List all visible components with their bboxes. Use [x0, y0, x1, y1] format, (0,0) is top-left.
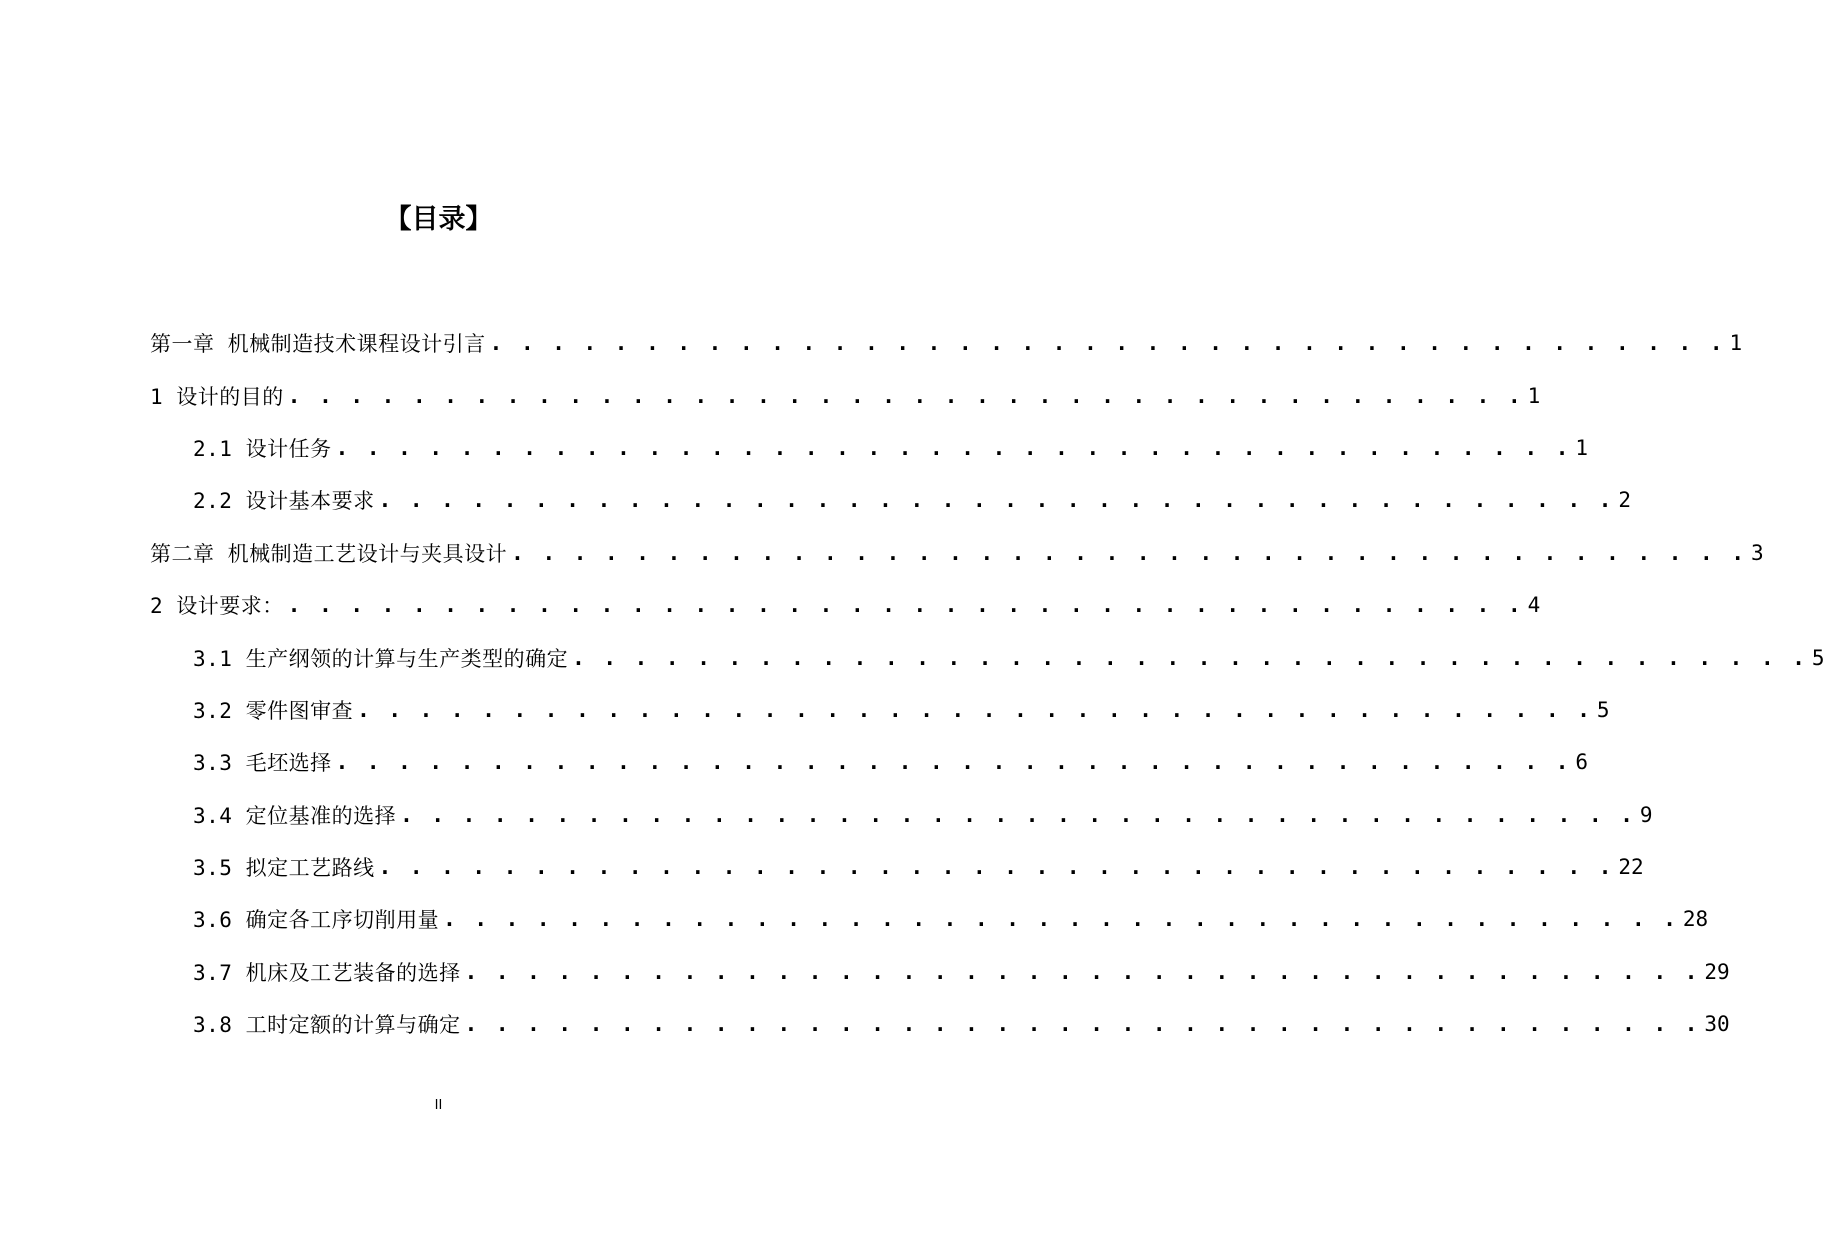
toc-entry-label: 第二章 机械制造工艺设计与夹具设计: [150, 541, 508, 566]
toc-entry[interactable]: [150, 893, 1709, 945]
toc-entry[interactable]: [150, 998, 1730, 1050]
toc-leader-dots: . . . . . . . . . . . . . . . . . . . . . . . . . . . . . . . . . . . . . . . .: [511, 540, 1747, 565]
toc-entry-label: 3.4 定位基准的选择: [193, 803, 397, 828]
toc-entry-label: 3.3 毛坯选择: [193, 751, 332, 776]
toc-entry-label: 2.2 设计基本要求: [193, 489, 375, 514]
toc-entry-page: 28: [1682, 907, 1709, 932]
toc-leader-dots: . . . . . . . . . . . . . . . . . . . . . . . . . . . . . . . . . . . . . . . .: [287, 593, 1524, 618]
toc-entry-page: 1: [1575, 435, 1589, 460]
toc-entry[interactable]: [150, 422, 1589, 474]
toc-entry-page: 5: [1811, 645, 1825, 670]
toc-entry-label: 3.5 拟定工艺路线: [193, 856, 375, 881]
toc-entry-page: 4: [1527, 593, 1541, 618]
toc-entry-label: 3.7 机床及工艺装备的选择: [193, 960, 461, 985]
toc-entry-page: 2: [1618, 488, 1632, 513]
toc-leader-dots: . . . . . . . . . . . . . . . . . . . . . . . . . . . . . . . . . . . . . . . .: [572, 645, 1808, 670]
toc-entry[interactable]: [150, 946, 1730, 998]
toc-entry-page: 6: [1575, 750, 1589, 775]
page-number: II: [434, 1098, 443, 1113]
toc-entry-page: 22: [1618, 855, 1644, 880]
toc-leader-dots: . . . . . . . . . . . . . . . . . . . . . . . . . . . . . . . . . . . . . . . .: [464, 1012, 1701, 1037]
toc-entry-label: 3.6 确定各工序切削用量: [193, 908, 440, 933]
toc-entry-label: 2 设计要求：: [150, 594, 284, 619]
toc-leader-dots: . . . . . . . . . . . . . . . . . . . . . . . . . . . . . . . . . . . . . . . .: [287, 383, 1524, 408]
toc-entry[interactable]: [150, 579, 1541, 631]
toc-entry[interactable]: [150, 474, 1632, 526]
toc-entry[interactable]: [150, 736, 1589, 788]
toc-entry-label: 3.2 零件图审查: [193, 698, 354, 723]
toc-entry[interactable]: [150, 369, 1541, 421]
toc-entry-page: 1: [1729, 331, 1743, 356]
toc-entry-page: 3: [1750, 540, 1764, 565]
toc-entry-label: 3.1 生产纲领的计算与生产类型的确定: [193, 646, 569, 671]
toc-entry-label: 第一章 机械制造技术课程设计引言: [150, 332, 486, 357]
toc-title: 【目录】: [384, 204, 493, 235]
toc-entry[interactable]: [150, 527, 1764, 579]
toc-entry[interactable]: [150, 317, 1743, 369]
toc-entry-label: 3.8 工时定额的计算与确定: [193, 1013, 461, 1038]
toc-entry[interactable]: [150, 789, 1653, 841]
toc-entry[interactable]: [150, 631, 1825, 683]
toc-leader-dots: . . . . . . . . . . . . . . . . . . . . . . . . . . . . . . . . . . . . . . . .: [335, 750, 1572, 775]
toc-entry-page: 9: [1639, 802, 1653, 827]
toc-leader-dots: . . . . . . . . . . . . . . . . . . . . . . . . . . . . . . . . . . . . . . . .: [464, 959, 1701, 984]
toc-leader-dots: . . . . . . . . . . . . . . . . . . . . . . . . . . . . . . . . . . . . . . . .: [378, 488, 1615, 513]
toc-leader-dots: . . . . . . . . . . . . . . . . . . . . . . . . . . . . . . . . . . . . . . . .: [443, 907, 1679, 932]
toc-leader-dots: . . . . . . . . . . . . . . . . . . . . . . . . . . . . . . . . . . . . . . . .: [357, 697, 1593, 722]
toc-entry[interactable]: [150, 684, 1610, 736]
toc-leader-dots: . . . . . . . . . . . . . . . . . . . . . . . . . . . . . . . . . . . . . . . .: [335, 435, 1572, 460]
toc-leader-dots: . . . . . . . . . . . . . . . . . . . . . . . . . . . . . . . . . . . . . . . .: [378, 855, 1615, 880]
toc-entry[interactable]: [150, 841, 1644, 893]
toc-entry-label: 1 设计的目的: [150, 384, 284, 409]
toc-entry-page: 1: [1527, 383, 1541, 408]
toc-entry-page: 29: [1704, 959, 1730, 984]
toc-entry-page: 5: [1596, 697, 1610, 722]
toc-leader-dots: . . . . . . . . . . . . . . . . . . . . . . . . . . . . . . . . . . . . . . . .: [400, 802, 1636, 827]
toc-entry-page: 30: [1704, 1012, 1730, 1037]
toc-leader-dots: . . . . . . . . . . . . . . . . . . . . . . . . . . . . . . . . . . . . . . . .: [489, 331, 1726, 356]
toc-list: [150, 317, 1825, 1050]
toc-entry-label: 2.1 设计任务: [193, 436, 332, 461]
